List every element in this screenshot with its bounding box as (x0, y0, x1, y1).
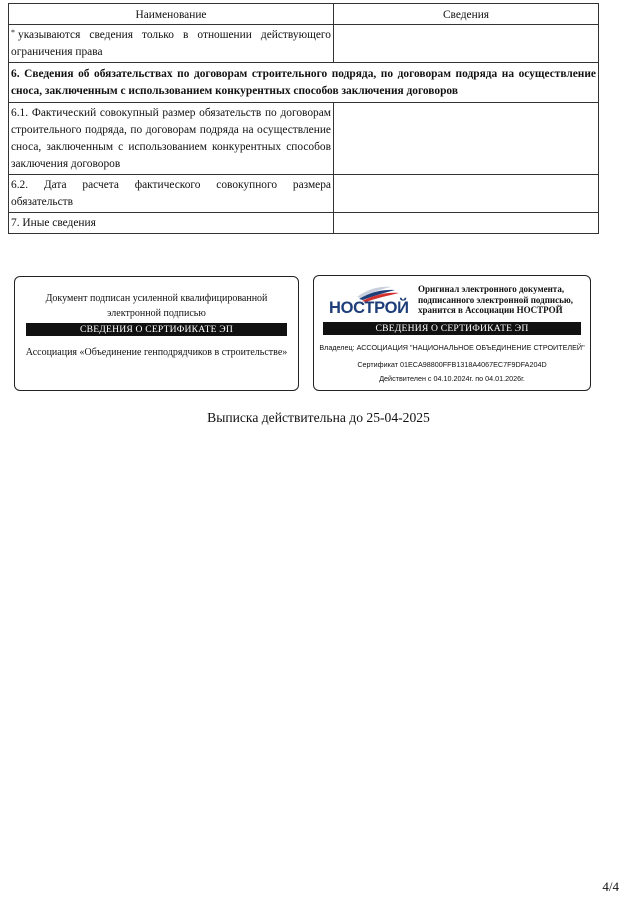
row-value (334, 103, 599, 175)
row-value (334, 25, 599, 63)
signer-organization: Ассоциация «Объединение генподрядчиков в строительстве» (25, 347, 288, 358)
certificate-bar: СВЕДЕНИЯ О СЕРТИФИКАТЕ ЭП (26, 323, 287, 336)
page-number: 4/4 (602, 879, 619, 894)
table-section-row (9, 63, 599, 103)
table-header-row (9, 4, 599, 25)
row-label: 6.1. Фактический совокупный размер обязательств по договорам строительного подряда, по договорам подряда на осуществление сноса, заключенным с использованием конкурентных способов заключения договоров (9, 103, 334, 175)
certificate-validity: Действителен с 04.10.2024г. по 04.01.2026г. (379, 374, 525, 383)
certificate-owner: Владелец: АССОЦИАЦИЯ "НАЦИОНАЛЬНОЕ ОБЪЕДИНЕНИЕ СТРОИТЕЛЕЙ" (319, 343, 585, 352)
table-row (9, 213, 599, 234)
signature-stamp-right (313, 275, 591, 391)
row-value (334, 175, 599, 213)
signature-stamp-left (14, 276, 299, 391)
column-header-name: Наименование (9, 4, 334, 25)
table-row (9, 175, 599, 213)
nostroy-logo (329, 285, 411, 319)
certificate-bar: СВЕДЕНИЯ О СЕРТИФИКАТЕ ЭП (323, 322, 581, 335)
row-label: * указываются сведения только в отношении действующего ограничения права (9, 25, 334, 63)
original-note: Оригинал электронного документа, подписанного электронной подписью, хранится в Ассоциации НОСТРОЙ (418, 284, 573, 315)
section-heading: 6. Сведения об обязательствах по договорам строительного подряда, по договорам подряда на осуществление сноса, заключенным с использованием конкурентных способов заключения договоров (9, 63, 599, 103)
footnote-mark: * (11, 28, 15, 37)
certificate-serial: Сертификат 01ECA98800FFB1318A4067EC7F9DFA204D (357, 360, 547, 369)
row-label: 6.2. Дата расчета фактического совокупного размера обязательств (9, 175, 334, 213)
row-label: 7. Иные сведения (9, 213, 334, 234)
logo-text: НОСТРОЙ (329, 299, 409, 317)
validity-note: Выписка действительна до 25-04-2025 (207, 410, 430, 425)
column-header-info: Сведения (334, 4, 599, 25)
signature-caption: Документ подписан усиленной квалифицированной электронной подписью (45, 293, 268, 319)
table-row (9, 25, 599, 63)
table-row (9, 103, 599, 175)
info-table (8, 3, 599, 234)
row-value (334, 213, 599, 234)
